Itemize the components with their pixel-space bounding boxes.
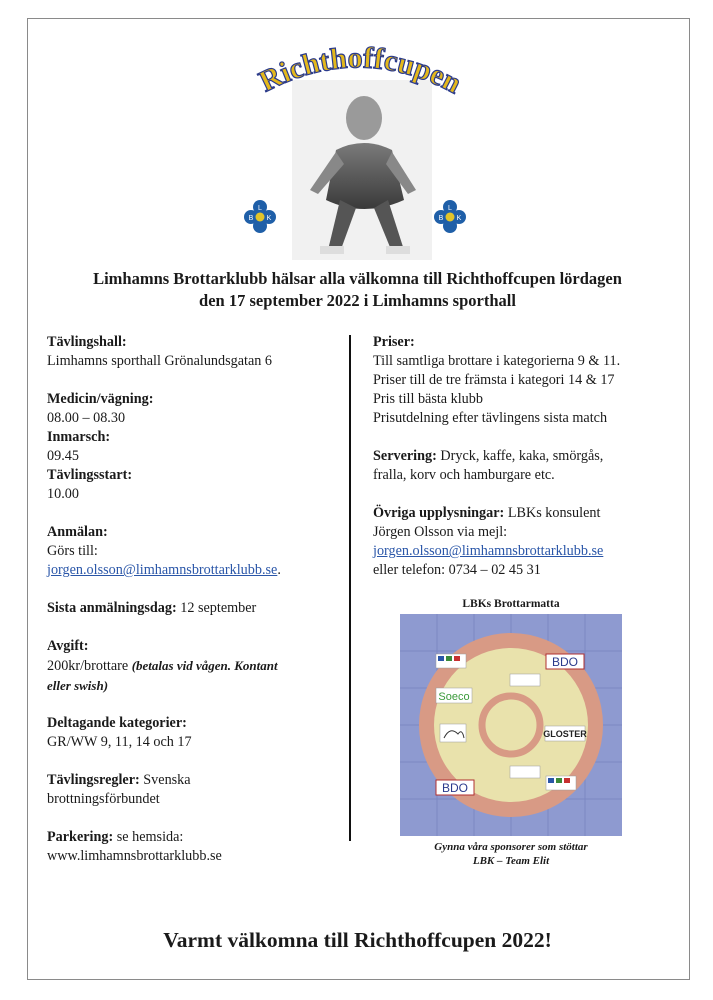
fee-value: 200kr/brottare [47, 658, 132, 674]
contact-phone: eller telefon: 0734 – 02 45 31 [373, 562, 541, 578]
deadline-line [47, 599, 342, 618]
venue-label: Tävlingshall: [47, 334, 127, 350]
contact-email-link[interactable]: jorgen.olsson@limhamnsbrottarklubb.se [373, 543, 604, 559]
club-badge-left [244, 200, 276, 233]
club-badge-right [434, 200, 466, 233]
rules-line [47, 771, 342, 790]
mat-caption-line-1: Gynna våra sponsorer som stöttar [434, 841, 588, 853]
start-label: Tävlingsstart: [47, 467, 133, 483]
weighin-label: Medicin/vägning: [47, 391, 154, 407]
serving-label: Servering: [373, 448, 437, 464]
fee-line [47, 656, 342, 676]
svg-text:L: L [448, 205, 452, 212]
header-illustration [240, 40, 480, 260]
logo-text: Richthoffcupen [254, 41, 467, 101]
other-line [373, 504, 673, 523]
svg-text:K: K [266, 215, 272, 222]
mat-caption-line-2: LBK – Team Elit [472, 855, 550, 867]
deadline-value: 12 september [176, 600, 257, 616]
weighin-value: 08.00 – 08.30 [47, 410, 126, 426]
svg-text:BDO: BDO [551, 655, 579, 669]
rules-label: Tävlingsregler: [47, 772, 140, 788]
parking-value-1: se hemsida: [113, 829, 184, 845]
svg-text:B: B [248, 215, 254, 222]
right-column [373, 333, 673, 580]
other-value-2: Jörgen Olsson via mejl: [373, 524, 508, 540]
march-label: Inmarsch: [47, 429, 111, 445]
intro-line-2: den 17 september 2022 i Limhamns sporthall [199, 291, 516, 310]
prizes-line-1: Till samtliga brottare i kategorierna 9 & 11. [373, 353, 621, 369]
mat-caption [380, 840, 642, 868]
fee-note-1: (betalas vid vågen. Kontant [131, 658, 278, 673]
parking-line [47, 828, 342, 847]
svg-text:B: B [438, 215, 444, 222]
prizes-line-4: Prisutdelning efter tävlingens sista match [373, 410, 608, 426]
svg-text:GLOSTER: GLOSTER [543, 729, 587, 739]
parking-website: www.limhamnsbrottarklubb.se [47, 848, 222, 864]
march-value: 09.45 [47, 448, 79, 464]
categories-value: GR/WW 9, 11, 14 och 17 [47, 734, 192, 750]
prizes-label: Priser: [373, 334, 415, 350]
svg-text:K: K [456, 215, 462, 222]
wrestler-photo [292, 80, 432, 260]
signup-email-link[interactable]: jorgen.olsson@limhamnsbrottarklubb.se [47, 562, 278, 578]
signup-line [47, 561, 342, 580]
venue-value: Limhamns sporthall Grönalundsgatan 6 [47, 353, 272, 369]
closing-heading: Varmt välkomna till Richthoffcupen 2022! [163, 928, 552, 952]
rules-value-2: brottningsförbundet [47, 791, 160, 807]
serving-value-1: Dryck, kaffe, kaka, smörgås, [436, 448, 604, 464]
signup-text: Görs till: [47, 543, 98, 559]
other-label: Övriga upplysningar: [373, 505, 505, 521]
rules-value-1: Svenska [139, 772, 191, 788]
left-column [47, 333, 342, 866]
serving-value-2: fralla, korv och hamburgare etc. [373, 467, 555, 483]
intro-line-1: Limhamns Brottarklubb hälsar alla välkomna till Richthoffcupen lördagen [93, 269, 622, 288]
categories-label: Deltagande kategorier: [47, 715, 187, 731]
prizes-line-2: Priser till de tre främsta i kategori 14 & 17 [373, 372, 615, 388]
signup-end: . [277, 562, 281, 578]
deadline-label: Sista anmälningsdag: [47, 600, 177, 616]
svg-text:BDO: BDO [441, 781, 469, 795]
fee-note-2: eller swish) [47, 678, 109, 693]
mat-title: LBKs Brottarmatta [462, 598, 560, 610]
prizes-line-3: Pris till bästa klubb [373, 391, 483, 407]
start-value: 10.00 [47, 486, 79, 502]
signup-label: Anmälan: [47, 524, 108, 540]
serving-line [373, 447, 673, 466]
column-divider [349, 335, 351, 841]
parking-label: Parkering: [47, 829, 114, 845]
svg-text:L: L [258, 205, 262, 212]
intro-heading [40, 268, 675, 312]
svg-text:Soeco: Soeco [438, 691, 470, 703]
fee-label: Avgift: [47, 638, 89, 654]
wrestling-mat-image [400, 614, 622, 836]
other-value-1: LBKs konsulent [504, 505, 601, 521]
